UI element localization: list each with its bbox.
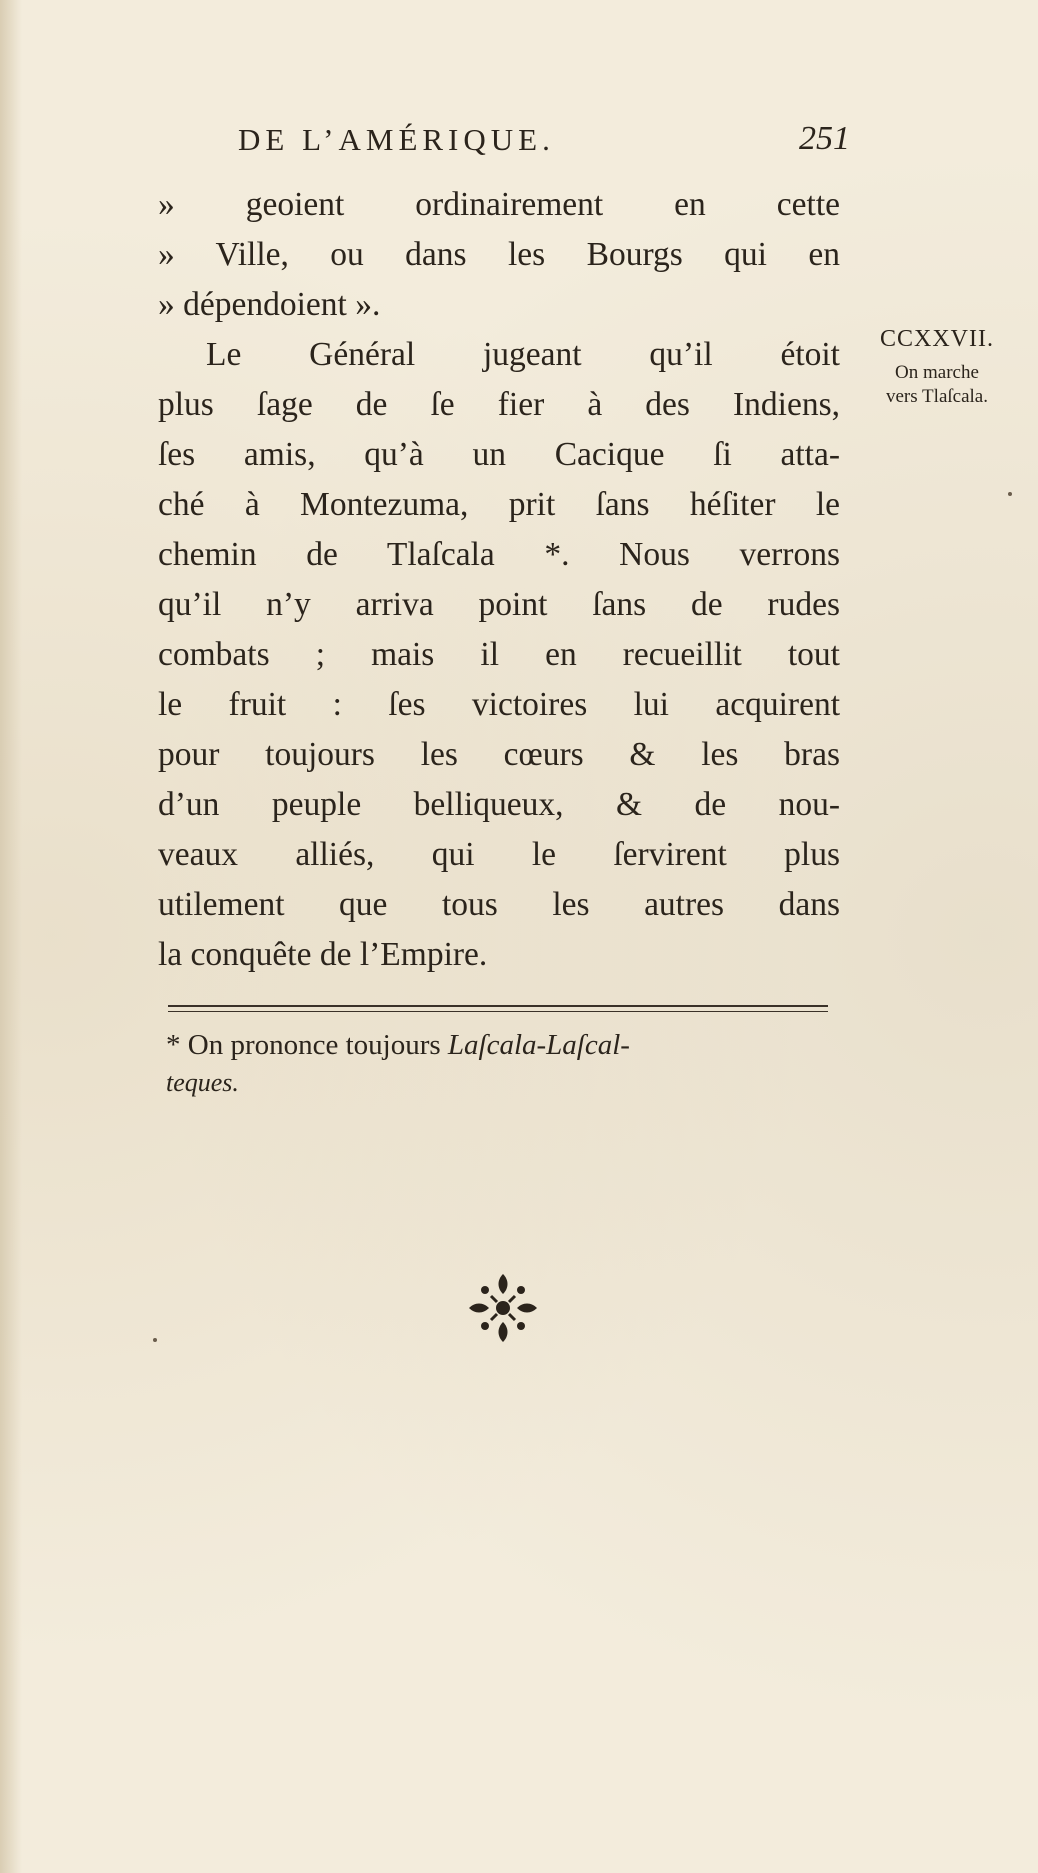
- margin-note-line-1: On marche: [895, 362, 979, 383]
- text-line-3: » dépendoient ».: [158, 286, 381, 323]
- text-line-12: pour toujours les cœurs & les bras: [158, 736, 840, 773]
- text-line-8: chemin de Tlaſcala *. Nous verrons: [158, 536, 840, 573]
- page-header: [238, 122, 850, 168]
- page-number: 251: [799, 120, 850, 157]
- text-line-11: le fruit : ſes victoires lui acquirent: [158, 686, 840, 723]
- text-line-1: » geoient ordinairement en cette: [158, 186, 840, 223]
- text-line-7: ché à Montezuma, prit ſans héſiter le: [158, 486, 840, 523]
- text-line-5: plus ſage de ſe fier à des Indiens,: [158, 386, 840, 423]
- text-line-13: d’un peuple belliqueux, & de nou-: [158, 786, 840, 823]
- text-line-2: » Ville, ou dans les Bourgs qui en: [158, 236, 840, 273]
- paper-speck: [153, 1338, 157, 1342]
- text-line-9: qu’il n’y arriva point ſans de rudes: [158, 586, 840, 623]
- fleuron-ornament-icon: [463, 1268, 543, 1348]
- page-spine-shadow: [0, 0, 22, 1873]
- paper-speck: [1008, 492, 1012, 496]
- text-line-6: ſes amis, qu’à un Cacique ſi atta-: [158, 436, 840, 473]
- footnote-rule: [168, 1005, 828, 1012]
- footnote: [166, 1024, 846, 1066]
- body-text: [158, 180, 840, 980]
- footnote-continuation: teques.: [166, 1068, 239, 1097]
- margin-chapter-number: CCXXVII.: [880, 326, 994, 352]
- text-line-14: veaux alliés, qui le ſervirent plus: [158, 836, 840, 873]
- footnote-marker: *: [166, 1029, 181, 1061]
- footnote-italic: Laſcala-Laſcal-: [447, 1029, 630, 1061]
- footnote-text: On prononce toujours: [187, 1029, 441, 1061]
- text-line-10: combats ; mais il en recueillit tout: [158, 636, 840, 673]
- running-title: DE L’AMÉRIQUE.: [238, 122, 555, 157]
- text-line-4: Le Général jugeant qu’il étoit: [206, 336, 840, 373]
- margin-note-line-2: vers Tlaſcala.: [886, 386, 988, 407]
- text-line-15: utilement que tous les autres dans: [158, 886, 840, 923]
- text-line-16: la conquête de l’Empire.: [158, 936, 488, 973]
